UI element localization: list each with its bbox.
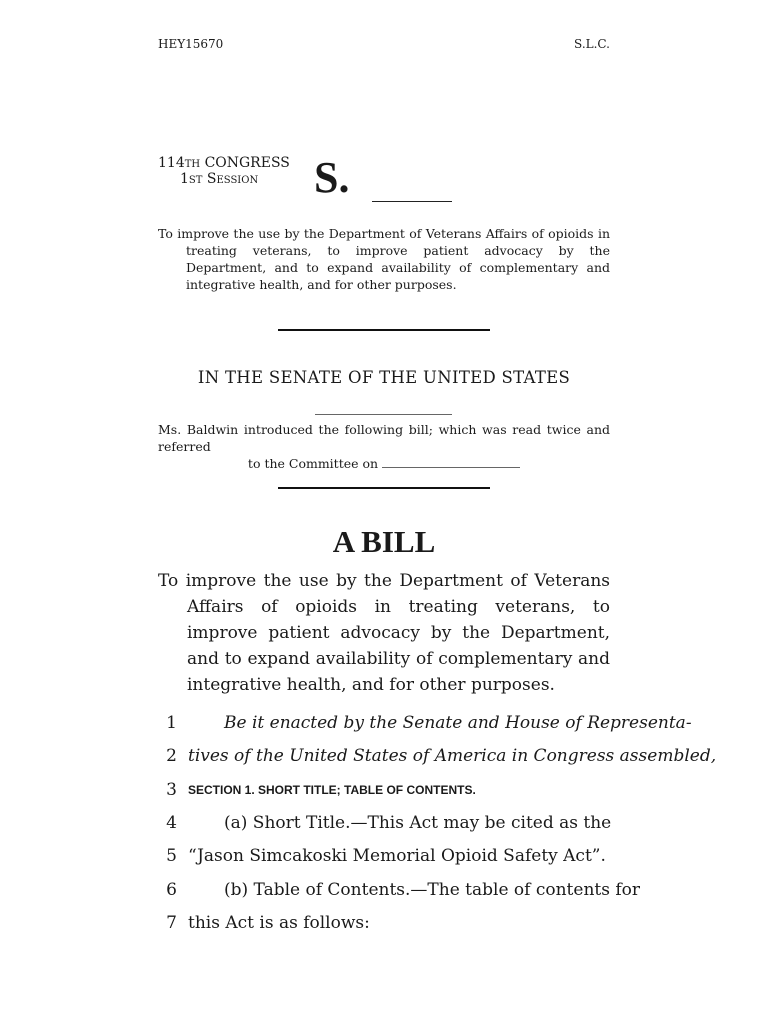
subsection-text: (b) Table of Contents.—The table of contents for bbox=[224, 880, 641, 900]
line-number: 6 bbox=[166, 880, 177, 900]
line-number: 3 bbox=[166, 780, 177, 800]
congress-number: 114th CONGRESS bbox=[158, 155, 290, 171]
document-id: HEY15670 bbox=[158, 37, 224, 51]
line-number: 1 bbox=[166, 713, 177, 733]
line-number: 4 bbox=[166, 813, 177, 833]
line-number: 2 bbox=[166, 746, 177, 766]
subsection-text: “Jason Simcakoski Memorial Opioid Safety Act”. bbox=[188, 846, 606, 866]
line-number: 5 bbox=[166, 846, 177, 866]
introduction bbox=[158, 421, 610, 472]
bill-prefix: S. bbox=[314, 153, 350, 202]
divider-bottom bbox=[278, 487, 490, 489]
bill-line bbox=[160, 807, 612, 839]
introduction-line-2 bbox=[158, 455, 610, 472]
section-heading: SECTION 1. SHORT TITLE; TABLE OF CONTENTS. bbox=[188, 783, 476, 797]
bill-line bbox=[160, 840, 612, 872]
congress-session bbox=[158, 155, 290, 187]
subsection-text: (a) Short Title.—This Act may be cited as the bbox=[224, 813, 612, 833]
short-title: To improve the use by the Department of Veterans Affairs of opioids in treating veterans, to improve patient advocacy by the Department, and to expand availability of complementary and integrative health, and for other purposes. bbox=[158, 226, 610, 292]
line-number: 7 bbox=[166, 913, 177, 933]
subsection-text: this Act is as follows: bbox=[188, 913, 370, 933]
slc-label: S.L.C. bbox=[574, 37, 610, 51]
enacting-clause: Be it enacted by the Senate and House of Representa- bbox=[224, 713, 692, 733]
committee-label: to the Committee on bbox=[247, 456, 379, 471]
bill-line bbox=[160, 907, 612, 939]
enacting-clause: tives of the United States of America in Congress assembled, bbox=[188, 746, 717, 766]
chamber-heading: IN THE SENATE OF THE UNITED STATES bbox=[197, 368, 571, 387]
bill-line bbox=[160, 740, 717, 772]
bill-line bbox=[160, 707, 692, 739]
long-title: To improve the use by the Department of Veterans Affairs of opioids in treating veterans, to improve patient advocacy by the Department, and to expand availability of complementary and integrative health, and for other purposes. bbox=[158, 571, 610, 695]
bill-number-blank bbox=[372, 201, 452, 202]
introduction-line-1: Ms. Baldwin introduced the following bill; which was read twice and referred bbox=[158, 422, 610, 454]
committee-blank bbox=[382, 467, 520, 468]
session-label: 1st Session bbox=[180, 171, 259, 187]
bill-heading: A BILL bbox=[332, 524, 436, 559]
divider-thin bbox=[315, 414, 452, 415]
bill-line bbox=[160, 874, 641, 906]
divider-top bbox=[278, 329, 490, 331]
bill-line bbox=[160, 774, 612, 806]
